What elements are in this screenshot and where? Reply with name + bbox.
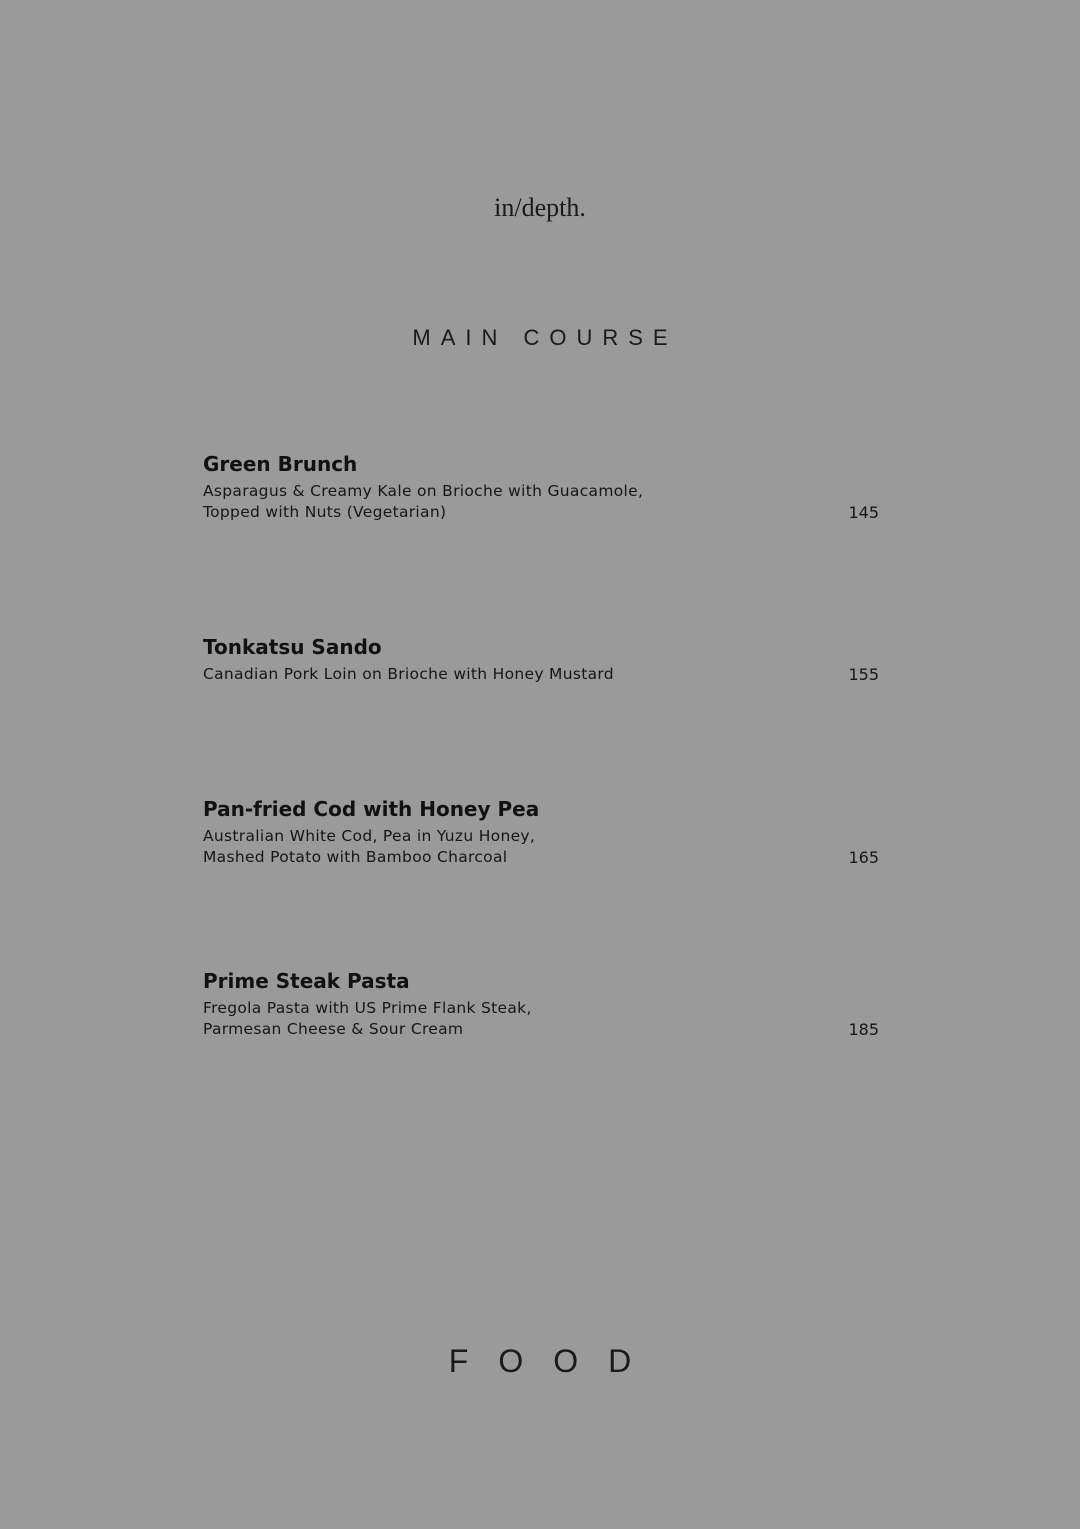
description-line: Australian White Cod, Pea in Yuzu Honey,: [203, 827, 536, 845]
menu-item-details: [203, 664, 879, 685]
menu-item-price: 165: [848, 848, 879, 867]
menu-item-prime-steak-pasta: [203, 967, 879, 1040]
description-line: Topped with Nuts (Vegetarian): [203, 503, 447, 521]
menu-item-name: Pan-fried Cod with Honey Pea: [203, 797, 540, 821]
menu-item-name: Prime Steak Pasta: [203, 969, 410, 993]
description-line: Asparagus & Creamy Kale on Brioche with Guacamole,: [203, 482, 644, 500]
menu-item-price: 145: [848, 503, 879, 522]
description-line: Mashed Potato with Bamboo Charcoal: [203, 848, 508, 866]
description-line: Parmesan Cheese & Sour Cream: [203, 1020, 464, 1038]
brand-logo: in/depth.: [494, 193, 586, 222]
menu-item-price: 155: [848, 665, 879, 684]
menu-item-details: [203, 826, 879, 868]
menu-item-green-brunch: [203, 450, 879, 523]
description-line: Canadian Pork Loin on Brioche with Honey Mustard: [203, 665, 614, 683]
menu-item-name: Tonkatsu Sando: [203, 635, 382, 659]
menu-item-description: [203, 664, 879, 685]
menu-item-details: [203, 998, 879, 1040]
menu-item-details: [203, 481, 879, 523]
menu-item-description: [203, 826, 879, 868]
menu-item-pan-fried-cod: [203, 795, 879, 868]
menu-item-description: [203, 998, 879, 1040]
footer-category-label: FOOD: [448, 1343, 662, 1379]
menu-item-tonkatsu-sando: [203, 633, 879, 685]
menu-item-description: [203, 481, 879, 523]
description-line: Fregola Pasta with US Prime Flank Steak,: [203, 999, 532, 1017]
menu-item-name: Green Brunch: [203, 452, 358, 476]
section-title: MAIN COURSE: [412, 325, 678, 350]
menu-item-price: 185: [848, 1020, 879, 1039]
